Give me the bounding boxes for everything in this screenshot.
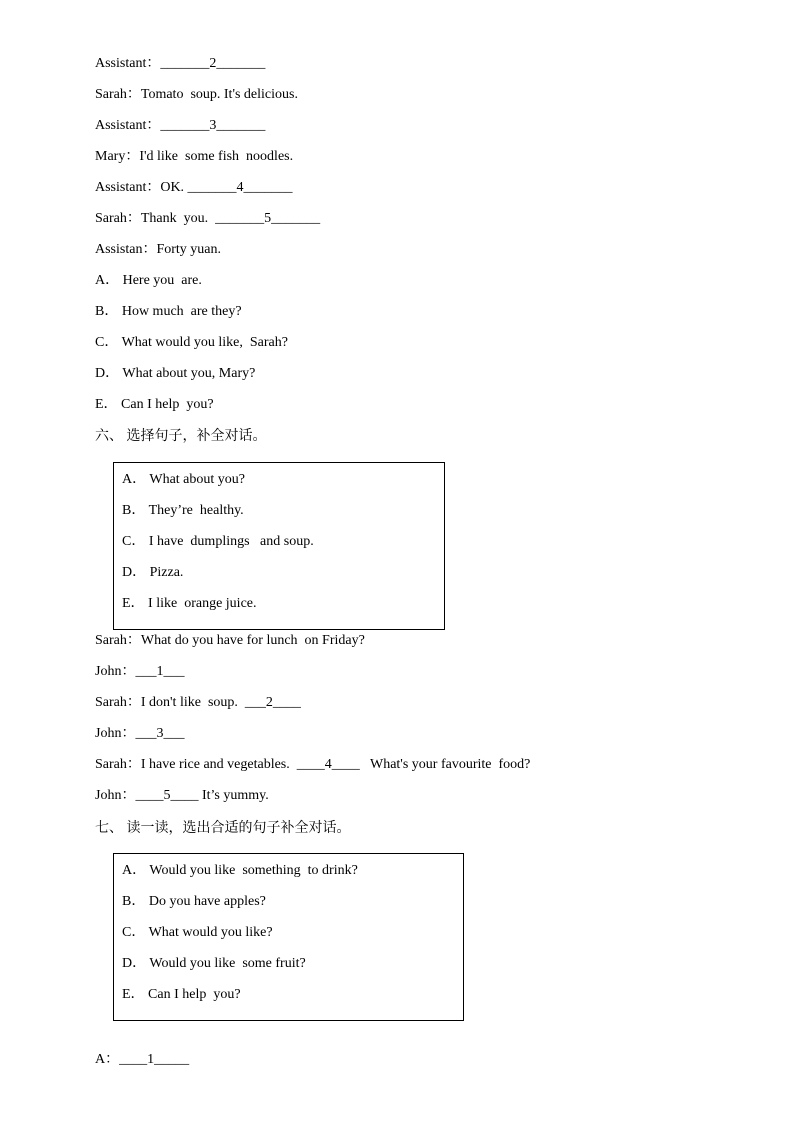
dialogue-line: Sarah：What do you have for lunch on Friday? <box>95 633 365 648</box>
option-item: E． Can I help you? <box>122 987 241 1002</box>
option-item: C． I have dumplings and soup. <box>122 534 314 549</box>
option-item: B． How much are they? <box>95 304 242 319</box>
dialogue-line: John：___3___ <box>95 726 185 741</box>
option-item: B． They’re healthy. <box>122 503 244 518</box>
dialogue-line: Assistan：Forty yuan. <box>95 242 221 257</box>
options-box <box>113 462 445 630</box>
section-heading: 六、 选择句子，补全对话。 <box>95 429 267 444</box>
option-item: E． Can I help you? <box>95 397 214 412</box>
dialogue-line: Assistant：_______3_______ <box>95 118 266 133</box>
option-item: D． Would you like some fruit? <box>122 956 306 971</box>
dialogue-line: Assistant：_______2_______ <box>95 56 266 71</box>
dialogue-line: A：____1_____ <box>95 1052 190 1067</box>
dialogue-line: John：____5____ It’s yummy. <box>95 788 269 803</box>
dialogue-line: Mary：I'd like some fish noodles. <box>95 149 294 164</box>
dialogue-line: Sarah：I don't like soup. ___2____ <box>95 695 301 710</box>
option-item: D． Pizza. <box>122 565 184 580</box>
option-item: E． I like orange juice. <box>122 596 257 611</box>
option-item: C． What would you like? <box>122 925 273 940</box>
options-box <box>113 853 464 1021</box>
option-item: A． Would you like something to drink? <box>122 863 358 878</box>
dialogue-line: Sarah：I have rice and vegetables. ____4____ What's your favourite food? <box>95 757 531 772</box>
option-item: A． What about you? <box>122 472 245 487</box>
option-item: A． Here you are. <box>95 273 202 288</box>
dialogue-line: Assistant：OK. _______4_______ <box>95 180 293 195</box>
option-item: D． What about you, Mary? <box>95 366 256 381</box>
section-heading: 七、 读一读，选出合适的句子补全对话。 <box>95 821 351 836</box>
dialogue-line: John：___1___ <box>95 664 185 679</box>
dialogue-line: Sarah：Thank you. _______5_______ <box>95 211 321 226</box>
dialogue-line: Sarah：Tomato soup. It's delicious. <box>95 87 298 102</box>
option-item: C． What would you like, Sarah? <box>95 335 288 350</box>
option-item: B． Do you have apples? <box>122 894 266 909</box>
